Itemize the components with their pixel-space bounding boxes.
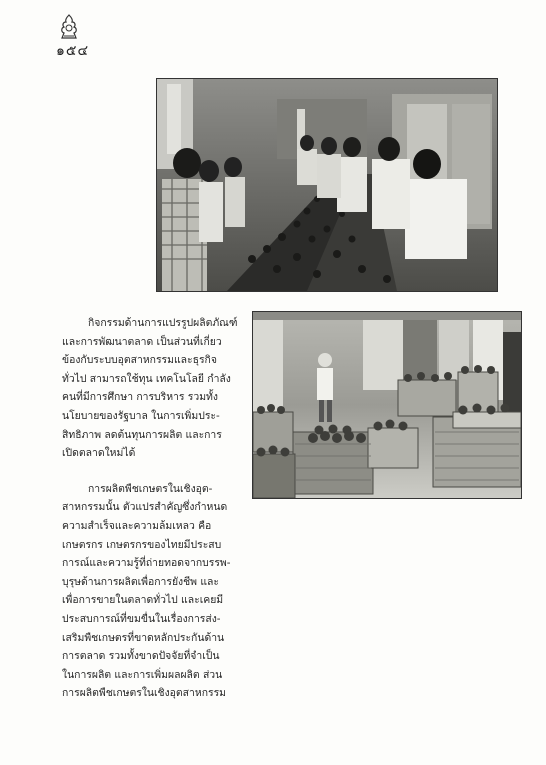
- tomato-baskets-photo: [252, 311, 522, 499]
- text-line: ความสำเร็จและความล้มเหลว คือ: [62, 519, 212, 532]
- text-line: การผลิตพืชเกษตรในเชิงอุตสาหกรรม: [62, 687, 227, 700]
- text-line: ในการผลิต และการเพิ่มผลผลิต ส่วน: [62, 668, 223, 681]
- text-line: ข้องกับระบบอุตสาหกรรมและธุรกิจ: [62, 354, 217, 367]
- text-line: เสริมพืชเกษตรที่ขาดหลักประกันด้าน: [62, 631, 225, 644]
- text-line: การผลิตพืชเกษตรในเชิงอุต-: [88, 482, 213, 495]
- text-line: เพื่อการขายในตลาดทั่วไป และเคยมี: [62, 594, 224, 607]
- text-line: กิจกรรมด้านการแปรรูปผลิตภัณฑ์: [88, 317, 238, 329]
- text-line: สิทธิภาพ ลดต้นทุนการผลิต และการ: [62, 428, 222, 441]
- text-line: เกษตรกร เกษตรกรของไทยมีประสบ: [62, 538, 222, 551]
- text-line: และการพัฒนาตลาด เป็นส่วนที่เกี่ยว: [62, 335, 222, 348]
- royal-emblem-icon: [58, 14, 80, 40]
- text-line: เปิดตลาดใหม่ได้: [62, 447, 136, 460]
- paragraph-2: [62, 480, 240, 703]
- article-body: [62, 314, 240, 703]
- text-line: บุรุษด้านการผลิตเพื่อการยังชีพ และ: [62, 575, 219, 588]
- paragraph-1: [62, 314, 240, 463]
- text-line: สาหกรรมนั้น ตัวแปรสำคัญซึ่งกำหนด: [62, 501, 228, 514]
- text-line: คนที่มีการศึกษา การบริหาร รวมทั้ง: [62, 391, 218, 404]
- text-line: ทั่วไป สามารถใช้ทุน เทคโนโลยี กำลัง: [62, 372, 231, 385]
- text-line: การตลาด รวมทั้งขาดปัจจัยที่จำเป็น: [62, 650, 220, 663]
- page-number: ๑๕๔: [56, 43, 90, 59]
- text-line: ประสบการณ์ที่ขมขื่นในเรื่องการส่ง-: [62, 612, 221, 625]
- text-line: นโยบายของรัฐบาล ในการเพิ่มประ-: [62, 409, 220, 422]
- text-line: การณ์และความรู้ที่ถ่ายทอดจากบรรพ-: [62, 557, 231, 570]
- sorting-line-photo: [156, 78, 498, 292]
